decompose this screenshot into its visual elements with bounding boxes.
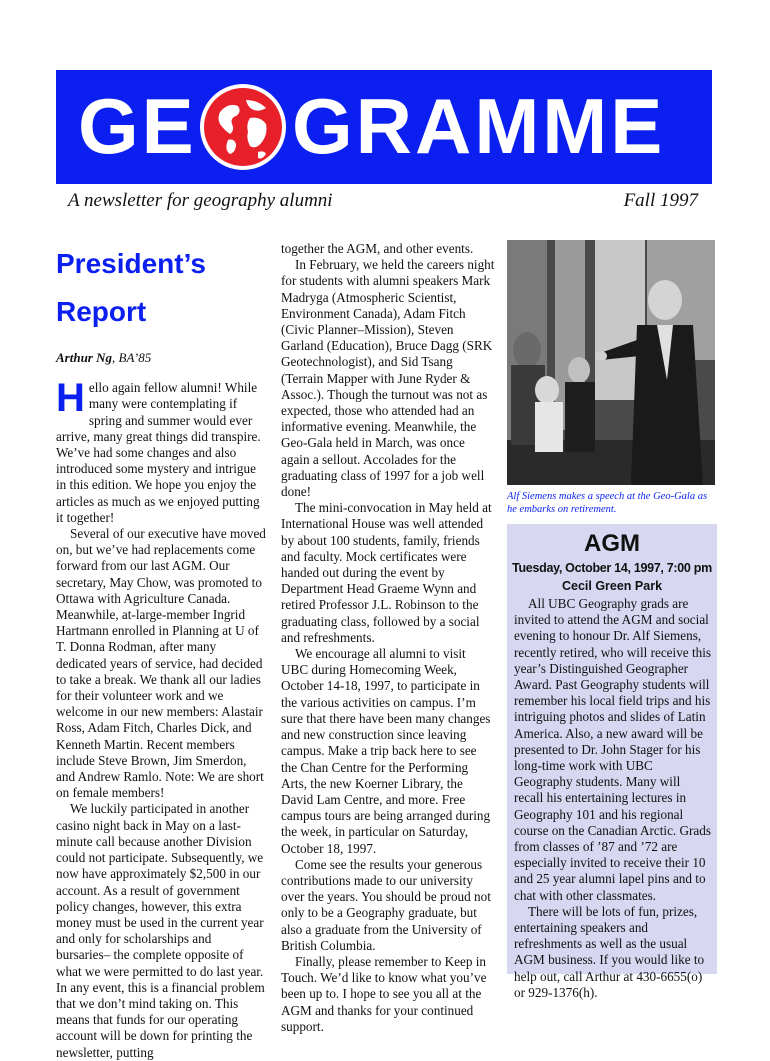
byline-degree: , BA’85 xyxy=(112,350,152,365)
paragraph: together the AGM, and other events. xyxy=(281,241,474,256)
masthead-banner xyxy=(56,70,712,184)
byline xyxy=(56,350,266,366)
masthead-title xyxy=(56,70,712,184)
globe-icon xyxy=(198,82,288,172)
paragraph xyxy=(56,376,266,526)
presidents-report-title xyxy=(56,240,266,336)
issue-date: Fall 1997 xyxy=(623,190,698,211)
newsletter-tagline: A newsletter for geography alumni xyxy=(68,190,333,211)
speech-photo-image xyxy=(507,240,715,485)
paragraph: Several of our executive have moved on, but we’ve had replacements come forward from our last AGM. Our secretary, May Chow, was promoted to Ottawa with Agriculture Canada. Meanwhile, at-large-member Ingrid Hartmann enrolled in Planning at U of T. Donna Rodman, after many dedicated years of service, had decided to take a break. We thank all our ladies for their volunteer work and we welcome in our new members: Alastair Ross, Adam Fitch, Charles Dick, and Kenneth Martin. Recent members include Steve Brown, Jim Smerdon, and Andrew Ramlo. Note: We are short on female members! xyxy=(56,526,266,801)
title-line-1: President’s xyxy=(56,248,206,279)
agm-body xyxy=(514,596,712,1001)
agm-venue: Cecil Green Park xyxy=(561,579,663,593)
drop-cap: H xyxy=(56,376,85,421)
paragraph-text: ello again fellow alumni! While many were contemplating if spring and summer would ever arrive, many great things did transpire. We’ve had some changes and also introduced some mystery and intrigue in this edition. We hope you enjoy the articles as much as we enjoyed putting it together! xyxy=(56,380,261,525)
agm-title: AGM xyxy=(584,530,640,557)
geo-gala-photo xyxy=(507,240,715,485)
presidents-report-column-1 xyxy=(56,240,266,1061)
byline-name: Arthur Ng xyxy=(56,350,112,365)
presidents-report-column-2 xyxy=(281,241,495,1035)
agm-sidebar xyxy=(507,524,717,1000)
paragraph: We encourage all alumni to visit UBC during Homecoming Week, October 14-18, 1997, to participate in the various activities on campus. I’m sure that there have been many changes and new construction since leaving campus. Make a trip back here to see the Chan Centre for the Performing Arts, the new Koerner Library, the David Lam Centre, and more. Free campus tours are being arranged during the week, in particular on Saturday, October 18, 1997. xyxy=(281,646,491,856)
title-line-2: Report xyxy=(56,296,147,327)
agm-date: Tuesday, October 14, 1997, 7:00 pm xyxy=(512,561,712,575)
photo-caption: Alf Siemens makes a speech at the Geo-Gala as he embarks on retirement. xyxy=(507,491,708,515)
masthead-title-right: GRAMME xyxy=(292,82,666,170)
paragraph: We luckily participated in another casino night back in May on a last-minute call because another Division could not participate. Subsequently, we now have approximately $2,500 in our account. As a result of government policy changes, however, this extra money must be used in the current year and only for scholarships and bursaries– the complete opposite of what we were permitted to do last year. In any event, this is a financial problem that we don’t mind taking on. This means that funds for our operating account will be down for printing the newsletter, putting xyxy=(56,801,265,1060)
paragraph: In February, we held the careers night for students with alumni speakers Mark Madryga (Atmospheric Scientist, Environment Canada), Adam Fitch (Civic Planner–Mission), Steven Garland (Education), Bruce Dagg (SRK Geotechnologist), and Sid Tsang (Terrain Mapper with June Ryder & Assoc.). Though the turnout was not as expected, those who attended had an informative evening. Meanwhile, the Geo-Gala held in March, was once again a sellout. Accolades for the graduating class of 1997 for a job well done! xyxy=(281,257,495,500)
paragraph: All UBC Geography grads are invited to attend the AGM and social evening to honour Dr. Alf Siemens, recently retired, who will receive this year’s Distinguished Geographer Award. Past Geography students will remember his local field trips and his intriguing photos and slides of Latin America. Also, a new award will be presented to Dr. John Stager for his long-time work with UBC Geography students. Many will recall his entertaining lectures in Geography 101 and his regional course on the Canadian Arctic. Grads from classes of ’87 and ’72 are especially invited to receive their 10 and 25 year alumni lapel pins and to chat with other classmates. xyxy=(514,596,712,903)
paragraph: There will be lots of fun, prizes, entertaining speakers and refreshments as well as the usual AGM business. If you would like to help out, call Arthur at 430-6655(o) or 929-1376(h). xyxy=(514,903,705,1000)
paragraph: Finally, please remember to Keep in Touch. We’d like to know what you’ve been up to. I hope to see you all at the AGM and thanks for your continued support. xyxy=(281,953,487,1034)
masthead-title-left: GE xyxy=(78,82,197,170)
paragraph: The mini-convocation in May held at International House was well attended by about 100 students, family, friends and faculty. Mock certificates were handed out during the event by Department Head Graeme Wynn and retired Professor J.L. Robinson to the graduating class, followed by a social and refreshments. xyxy=(281,500,492,645)
paragraph: Come see the results your generous contributions made to our university over the years. You should be proud not only to be a Geography graduate, but also a graduate from the University of British Columbia. xyxy=(281,856,491,953)
